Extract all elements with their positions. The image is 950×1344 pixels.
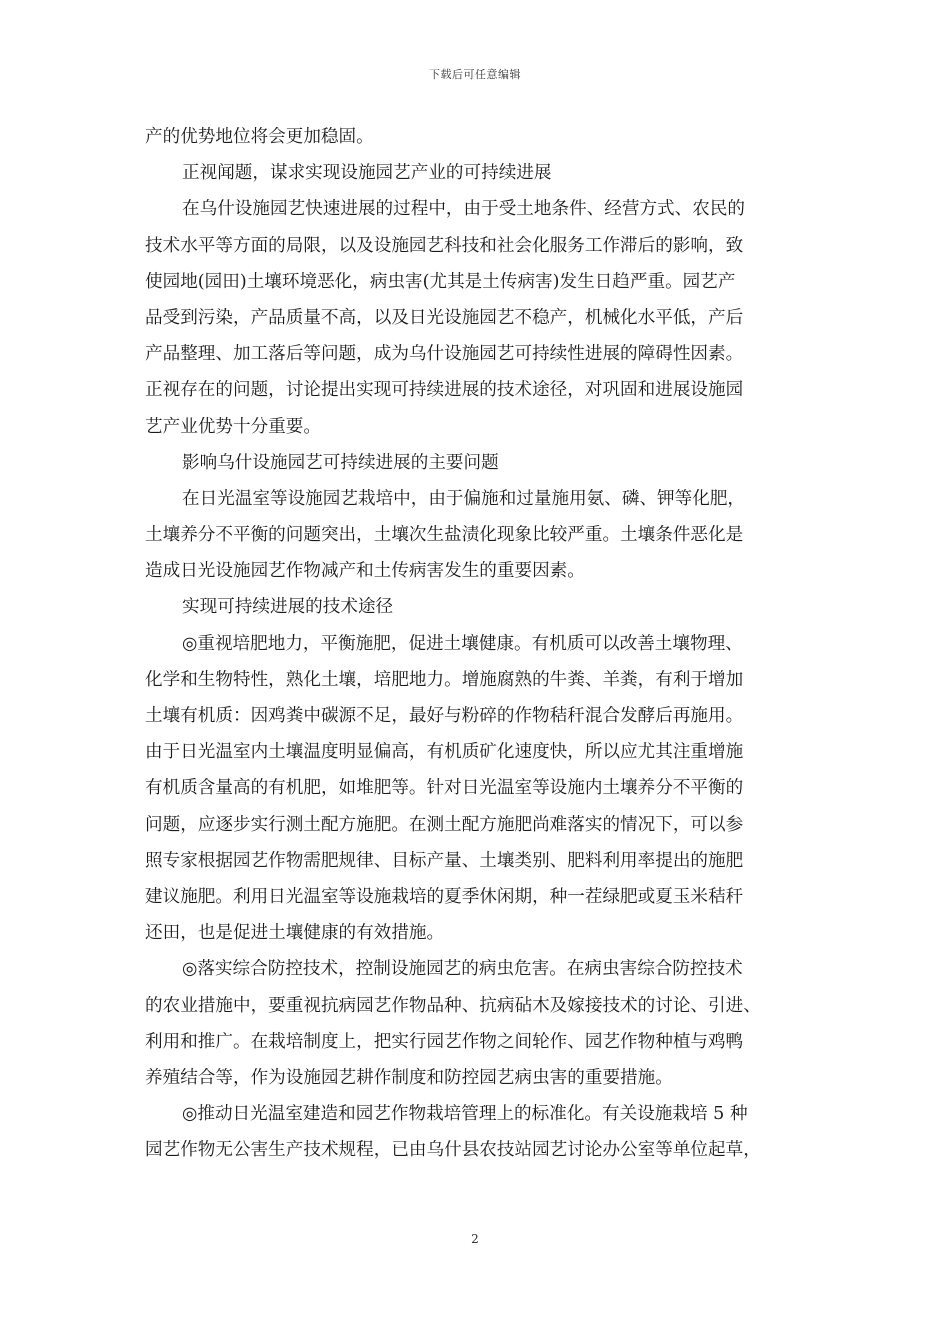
page-header: 下载后可任意编辑 [429,68,521,81]
text-line: 问题，应逐步实行测土配方施肥。在测土配方施肥尚难落实的情况下，可以参 [145,814,744,835]
text-line: 品受到污染，产品质量不高，以及日光设施园艺不稳产，机械化水平低，产后 [145,307,744,328]
text-line: 产的优势地位将会更加稳固。 [145,127,374,147]
text-line: 还田，也是促进土壤健康的有效措施。 [145,923,445,944]
text-line: 化学和生物特性，熟化土壤，培肥地力。增施腐熟的牛粪、羊粪，有利于增加 [145,669,744,690]
section-heading: 影响乌什设施园艺可持续进展的主要问题 [182,452,499,473]
text-line: 使园地(园田)土壤环境恶化，病虫害(尤其是土传病害)发生日趋严重。园艺产 [145,271,736,292]
text-line: ◎重视培肥地力，平衡施肥，促进土壤健康。有机质可以改善土壤物理、 [182,633,743,654]
text-line: 在乌什设施园艺快速进展的过程中，由于受土地条件、经营方式、农民的 [182,199,746,220]
text-line: 土壤养分不平衡的问题突出，土壤次生盐渍化现象比较严重。土壤条件恶化是 [145,525,744,546]
page-number: 2 [471,1232,479,1246]
text-line: 有机质含量高的有机肥，如堆肥等。针对日光温室等设施内土壤养分不平衡的 [145,778,744,799]
text-line: 正视存在的问题，讨论提出实现可持续进展的技术途径，对巩固和进展设施园 [145,380,744,401]
text-line: 由于日光温室内土壤温度明显偏高，有机质矿化速度快，所以应尤其注重增施 [145,742,744,763]
text-line: 造成日光设施园艺作物减产和土传病害发生的重要因素。 [145,561,585,582]
text-line: 土壤有机质：因鸡粪中碳源不足，最好与粉碎的作物秸秆混合发酵后再施用。 [145,706,744,726]
body-text [145,119,810,1168]
text-line: 养殖结合等，作为设施园艺耕作制度和防控园艺病虫害的重要措施。 [145,1067,673,1088]
text-line: 产品整理、加工落后等问题，成为乌什设施园艺可持续性进展的障碍性因素。 [145,344,744,365]
text-line: 技术水平等方面的局限，以及设施园艺科技和社会化服务工作滞后的影响，致 [145,235,744,256]
text-line: 的农业措施中，要重视抗病园艺作物品种、抗病砧木及嫁接技术的讨论、引进、 [145,995,761,1016]
section-heading: 正视闻题，谋求实现设施园艺产业的可持续进展 [182,163,552,184]
text-line: 照专家根据园艺作物需肥规律、目标产量、土壤类别、肥料利用率提出的施肥 [145,850,744,871]
text-line: 园艺作物无公害生产技术规程，已由乌什县农技站园艺讨论办公室等单位起草， [145,1140,761,1161]
text-line: ◎落实综合防控技术，控制设施园艺的病虫危害。在病虫害综合防控技术 [182,959,743,980]
text-line: ◎推动日光温室建造和园艺作物栽培管理上的标准化。有关设施栽培 5 种 [182,1104,748,1125]
text-line: 建议施肥。利用日光温室等设施栽培的夏季休闲期，种一茬绿肥或夏玉米秸秆 [145,886,744,907]
text-line: 在日光温室等设施园艺栽培中，由于偏施和过量施用氨、磷、钾等化肥， [182,488,746,509]
section-heading: 实现可持续进展的技术途径 [182,597,394,618]
text-line: 艺产业优势十分重要。 [145,416,321,437]
text-line: 利用和推广。在栽培制度上，把实行园艺作物之间轮作、园艺作物种植与鸡鸭 [145,1031,744,1052]
